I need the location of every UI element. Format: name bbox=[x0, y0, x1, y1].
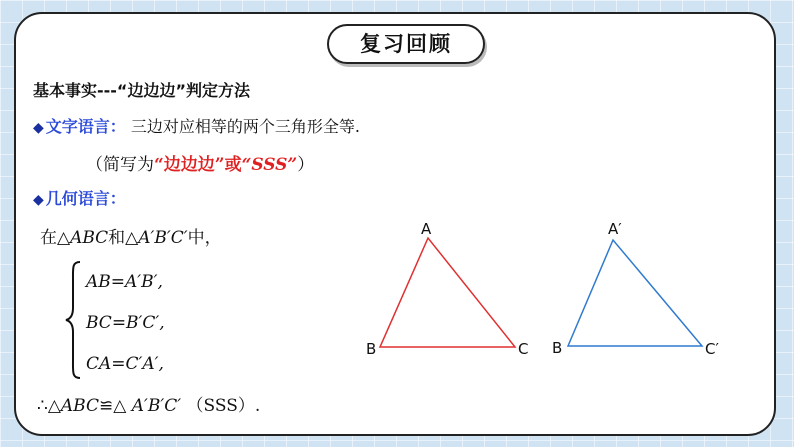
text-language-label: 文字语言 bbox=[45, 117, 110, 136]
abbreviation-close: ） bbox=[297, 155, 315, 175]
vertex-a-label: A bbox=[421, 220, 432, 238]
therefore-icon: ∴ bbox=[37, 396, 48, 416]
vertex-c-label: C bbox=[518, 340, 529, 358]
condition-bc: BC=B′C′, bbox=[86, 313, 165, 333]
in-prefix: 在 bbox=[40, 228, 57, 248]
triangle-abc bbox=[366, 220, 528, 358]
triangle-abc-label: △ABC bbox=[57, 228, 109, 248]
triangle-a1b1c1 bbox=[552, 220, 719, 358]
conclusion-triangle-abc: △ABC bbox=[47, 396, 99, 416]
vertex-a1-label: A′ bbox=[608, 220, 622, 238]
in-triangles-statement bbox=[40, 223, 222, 248]
diamond-bullet-icon: ◆ bbox=[33, 120, 44, 136]
in-suffix: 中， bbox=[187, 228, 222, 248]
conclusion-statement bbox=[37, 391, 260, 416]
in-and: 和 bbox=[108, 228, 126, 248]
abbreviation-term-sss-chinese: “边边边” bbox=[154, 155, 225, 175]
congruent-icon: ≌ bbox=[99, 396, 114, 416]
text-language-row bbox=[33, 114, 360, 137]
abbreviation-term-sss: “SSS” bbox=[241, 155, 298, 175]
conclusion-reason: （SSS）. bbox=[186, 396, 261, 416]
diamond-bullet-icon: ◆ bbox=[33, 192, 44, 208]
page-title: 复习回顾 bbox=[327, 24, 485, 64]
condition-ab: AB=A′B′, bbox=[86, 272, 163, 292]
condition-ca: CA=C′A′, bbox=[86, 354, 164, 374]
vertex-c1-label: C′ bbox=[705, 340, 719, 358]
abbreviation-open: （简写为 bbox=[86, 155, 154, 175]
geometry-language-row bbox=[33, 186, 126, 209]
section-heading: 基本事实---“边边边”判定方法 bbox=[33, 81, 250, 100]
conclusion-triangle-a1b1c1: △ A′B′C′ bbox=[113, 396, 182, 416]
geometry-language-colon: ： bbox=[109, 189, 126, 208]
left-brace-icon bbox=[64, 258, 84, 382]
triangle-a1b1c1-label: △A′B′C′ bbox=[125, 228, 188, 248]
vertex-b1-label: B bbox=[552, 339, 563, 357]
triangle-diagrams bbox=[355, 212, 735, 362]
abbreviation-row bbox=[86, 150, 314, 175]
abbreviation-or: 或 bbox=[224, 155, 242, 175]
vertex-b-label: B bbox=[366, 340, 377, 358]
text-language-colon: ： bbox=[109, 117, 126, 136]
geometry-language-label: 几何语言 bbox=[45, 189, 110, 208]
text-language-content: 三边对应相等的两个三角形全等. bbox=[130, 117, 360, 136]
